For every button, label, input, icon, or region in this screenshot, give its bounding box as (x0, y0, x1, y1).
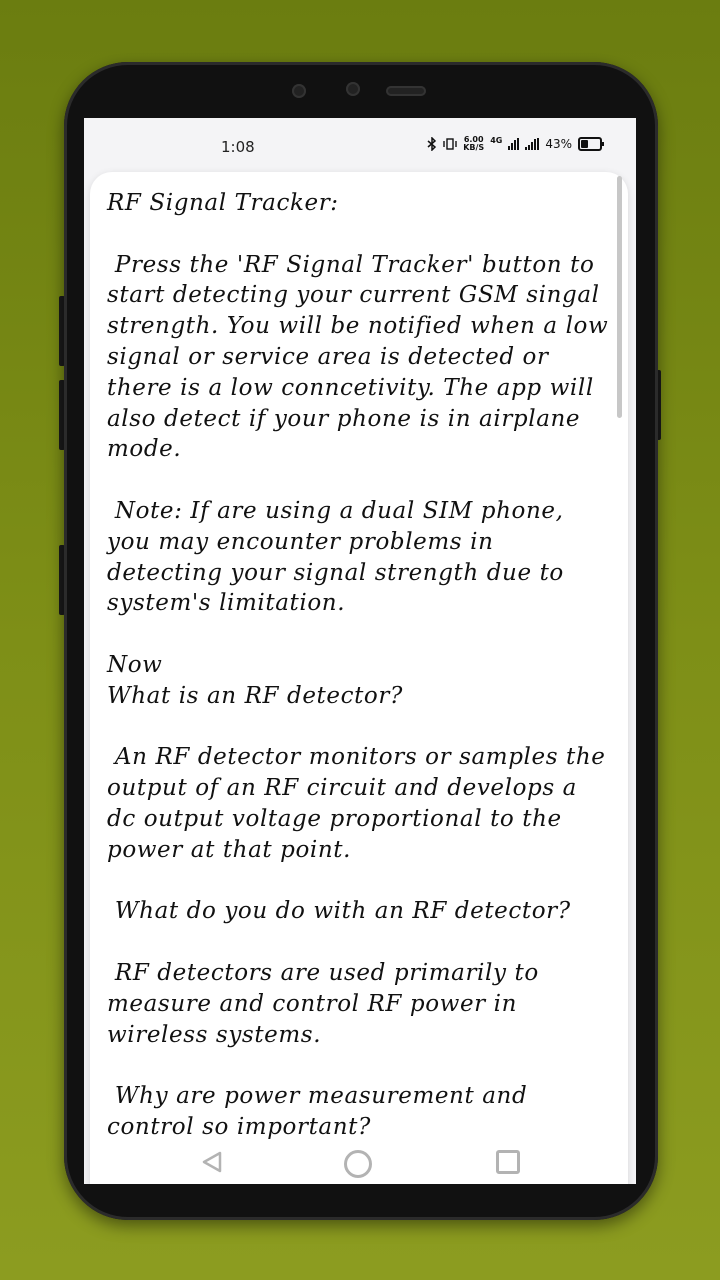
status-time: 1:08 (221, 138, 255, 156)
bluetooth-icon (427, 137, 437, 151)
network-speed-unit: KB/S (463, 143, 485, 152)
battery-icon (578, 137, 602, 151)
scrollbar[interactable] (617, 176, 622, 418)
network-type: 4G (490, 135, 503, 145)
status-bar (84, 118, 636, 170)
status-icons (427, 136, 602, 152)
front-sensor (346, 82, 360, 96)
network-speed-value: 6.00 (463, 135, 484, 144)
signal-icon (508, 138, 519, 150)
earpiece-speaker (386, 86, 426, 96)
front-camera (292, 84, 306, 98)
network-speed (463, 136, 484, 152)
nav-recent-icon[interactable] (496, 1150, 520, 1174)
battery-percent: 43% (545, 137, 572, 151)
navigation-bar (84, 1144, 636, 1184)
screen (84, 118, 636, 1184)
nav-home-icon[interactable] (344, 1150, 372, 1178)
article-text: RF Signal Tracker: Press the 'RF Signal Tracker' button to start detecting your current GSM singal strength. You will be notified when a low signal or service area is detected or there is a low conncetivity. The app will also detect if your phone is in airplane mode. Note: If are using a dual SIM phone, you may encounter problems in detecting your signal strength due to system's limitation. Now What is an RF detector? An RF detector monitors or samples the output of an RF circuit and develops a dc output voltage proportional to the power at that point. What do you do with an RF detector? RF detectors are used primarily to measure and control RF power in wireless systems. Why are power measurement and control so important? (107, 190, 609, 1140)
vibrate-icon (443, 138, 457, 150)
nav-back-icon[interactable] (200, 1150, 224, 1174)
signal-icon (525, 138, 539, 150)
info-card[interactable] (90, 172, 628, 1184)
